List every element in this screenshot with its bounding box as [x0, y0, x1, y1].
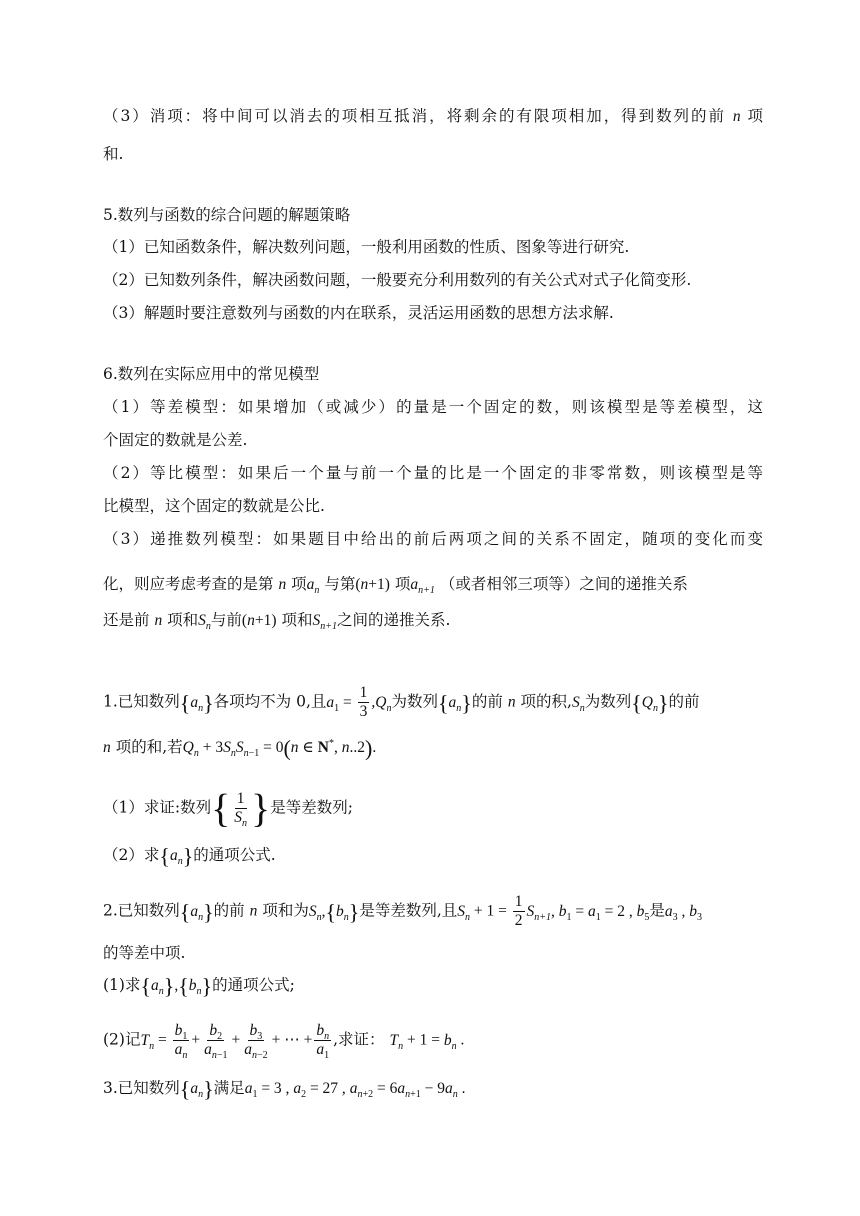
section-6-item-3-line-3: 还是前 n 项和$S_n$与前(n+1) 项和$S_{n+1}$之间的递推关系.: [103, 611, 451, 633]
section-6-item-2-line-1: （2）等比模型：如果后一个量与前一个量的比是一个固定的非零常数，则该模型是等: [103, 464, 763, 482]
section-6-item-1-line-2: 个固定的数就是公差.: [103, 431, 248, 449]
question-3-line-1: 3.已知数列$\{a_n\}$满足$a_1 = 3$ , $a_2 = 27$ , $a_{n+2} = 6a_{n+1} - 9a_n$ .: [103, 1076, 466, 1102]
section-6-item-1-line-1: （1）等差模型：如果增加（或减少）的量是一个固定的数，则该模型是等差模型，这: [103, 398, 763, 416]
sum-method-item-3-line-2: 和.: [103, 145, 124, 163]
section-6-item-3-line-2: 化，则应考虑考查的是第 n 项$a_n$ 与第(n+1) 项$a_{n+1}$ （或者相邻三项等）之间的递推关系: [103, 575, 688, 597]
section-6-title: 6.数列在实际应用中的常见模型: [103, 365, 320, 383]
question-2-part-2: (2)记$T_n$ = $\frac{b_1}{a_n}$ + $\frac{b_2}{a_{n-1}}$ + $\frac{b_3}{a_{n-2}}$ + ⋯ + $\frac{b_n}{a_1}$ ,求证： $T_n + 1 = b_n$ .: [103, 1022, 465, 1062]
question-2-part-1: (1)求$\{a_n\},\{b_n\}$的通项公式;: [103, 973, 295, 999]
question-1-part-2: （2）求$\{a_n\}$的通项公式.: [103, 843, 276, 869]
section-6-item-2-line-2: 比模型，这个固定的数就是公比.: [103, 497, 325, 515]
section-5-title: 5.数列与函数的综合问题的解题策略: [103, 206, 351, 224]
question-1-line-1: 1.已知数列$\{a_n\}$各项均不为 0,且$a_1$ = $\frac{1}{3}$ $,Q_n$为数列$\{a_n\}$的前 n 项的积$,S_n$为数列$\{Q_n\}$的前: [103, 684, 700, 720]
sum-method-item-3-line-1: （3）消项：将中间可以消去的项相互抵消，将剩余的有限项相加，得到数列的前 n 项: [103, 107, 763, 125]
question-2-line-2: 的等差中项.: [103, 944, 186, 962]
question-2-line-1: 2.已知数列$\{a_n\}$的前 n 项和为$S_n,\{b_n\}$是等差数列,且$S_n + 1$ = $\frac{1}{2}$ $S_{n+1}$, $b_1 = a_1 = 2$ , $b_5$是$a_3$ , $b_3$: [103, 893, 703, 929]
question-1-line-2: n 项的和,若$Q_n + 3S_nS_{n-1} = 0(n$ ∈ N*, n..2).: [103, 735, 377, 761]
section-5-item-3: （3）解题时要注意数列与函数的内在联系，灵活运用函数的思想方法求解.: [103, 304, 614, 322]
section-6-item-3-line-1: （3）递推数列模型：如果题目中给出的前后两项之间的关系不固定，随项的变化而变: [103, 530, 763, 548]
section-5-item-1: （1）已知函数条件，解决数列问题，一般利用函数的性质、图象等进行研究.: [103, 238, 630, 256]
question-1-part-1: （1）求证:数列{ $\frac{1}{S_n}$ }是等差数列;: [103, 785, 353, 831]
section-5-item-2: （2）已知数列条件，解决函数问题，一般要充分利用数列的有关公式对式子化简变形.: [103, 271, 692, 289]
